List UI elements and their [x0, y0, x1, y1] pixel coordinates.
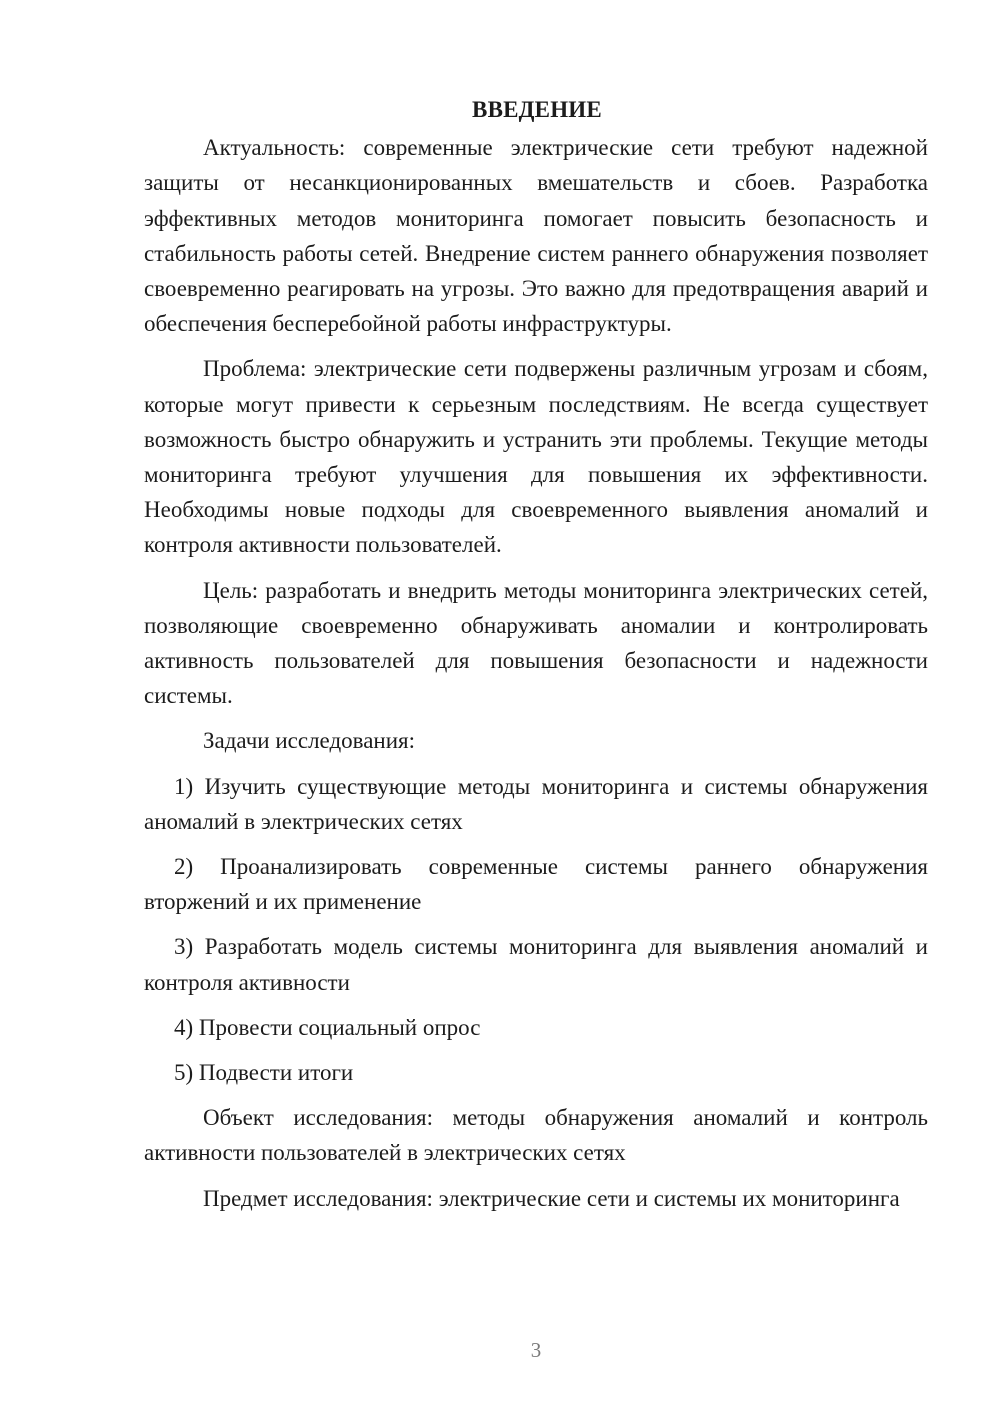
page-content [144, 92, 928, 1216]
task-item-2: 2) Проанализировать современные системы раннего обнаружения вторжений и их применение [144, 854, 928, 915]
tasks-intro: Задачи исследования: [203, 728, 416, 754]
subject-paragraph: Предмет исследования: электрические сети и системы их мониторинга [203, 1185, 900, 1211]
task-item-4: 4) Провести социальный опрос [174, 1014, 481, 1040]
object-paragraph: Объект исследования: методы обнаружения аномалий и контроль активности пользователей в электрических сетях [144, 1105, 928, 1166]
page-number: 3 [530, 1338, 542, 1362]
relevance-paragraph: Актуальность: современные электрические сети требуют надежной защиты от несанкционированных вмешательств и сбоев. Разработка эффективных методов мониторинга помогает повысить безопасность и стабильность работы сетей. Внедрение систем раннего обнаружения позволяет своевременно реагировать на угрозы. Это важно для предотвращения аварий и обеспечения бесперебойной работы инфраструктуры. [144, 135, 928, 337]
task-item-3: 3) Разработать модель системы мониторинга для выявления аномалий и контроля активности [144, 934, 928, 995]
task-item-5: 5) Подвести итоги [174, 1060, 354, 1086]
goal-paragraph: Цель: разработать и внедрить методы мониторинга электрических сетей, позволяющие своевременно обнаруживать аномалии и контролировать активность пользователей для повышения безопасности и надежности системы. [144, 577, 928, 709]
task-item-1: 1) Изучить существующие методы мониторинга и системы обнаружения аномалий в электрических сетях [144, 773, 928, 834]
problem-paragraph: Проблема: электрические сети подвержены различным угрозам и сбоям, которые могут привести к серьезным последствиям. Не всегда существует возможность быстро обнаружить и устранить эти проблемы. Текущие методы мониторинга требуют улучшения для повышения их эффективности. Необходимы новые подходы для своевременного выявления аномалий и контроля активности пользователей. [144, 356, 928, 558]
page-title: ВВЕДЕНИЕ [472, 97, 602, 122]
